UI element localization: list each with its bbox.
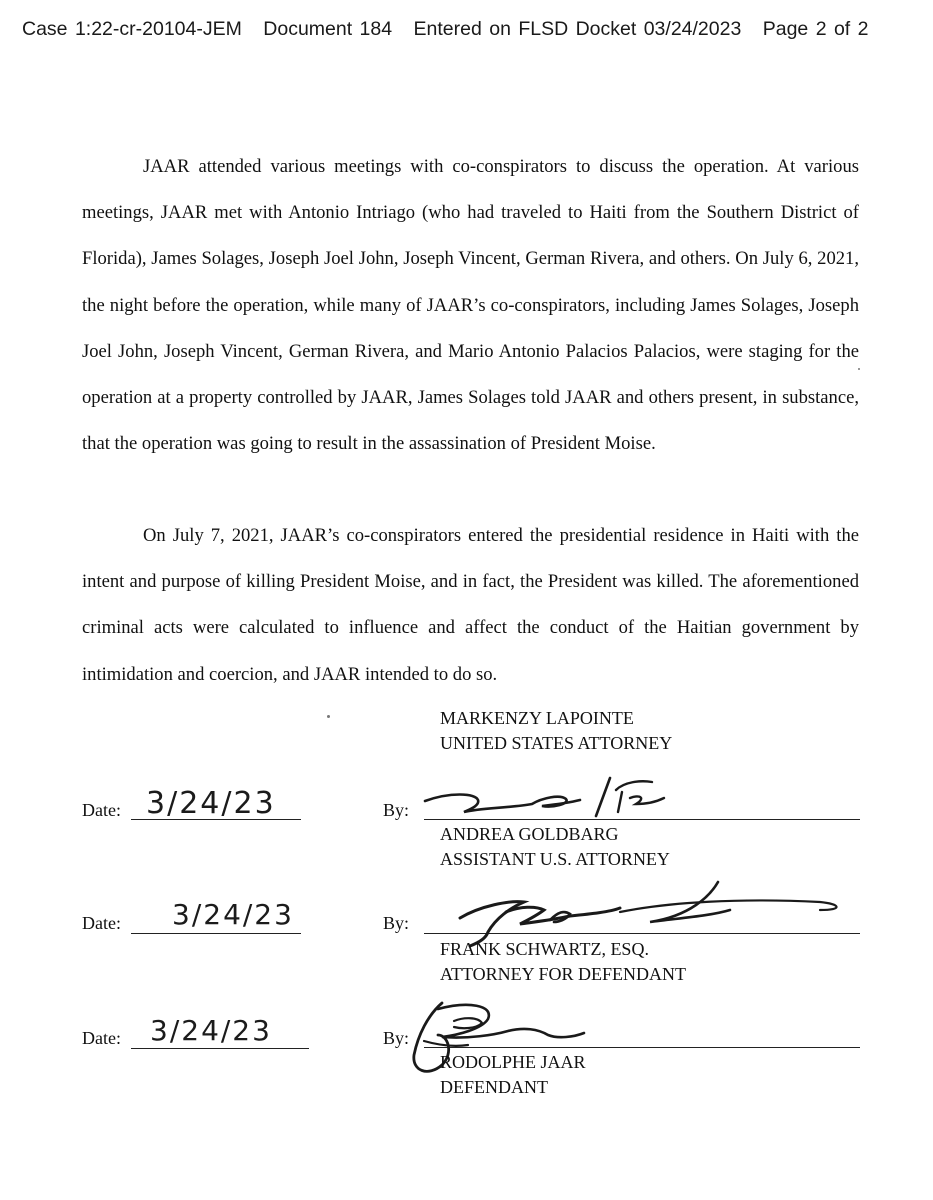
body-paragraph-1-block	[82, 144, 859, 467]
scan-speck	[327, 715, 330, 718]
handwritten-date: 3/24/23	[150, 1014, 272, 1047]
signer-title: ASSISTANT U.S. ATTORNEY	[440, 849, 670, 869]
case-number: Case 1:22-cr-20104-JEM	[22, 18, 242, 40]
date-label: Date:	[82, 913, 121, 933]
docket-entry: Entered on FLSD Docket 03/24/2023	[413, 18, 742, 40]
by-label: By:	[383, 800, 410, 820]
signer-name: ANDREA GOLDBARG	[440, 824, 619, 844]
date-line	[131, 819, 301, 820]
date-line	[131, 933, 301, 934]
body-paragraph-1: JAAR attended various meetings with co-conspirators to discuss the operation. At various meetings, JAAR met with Antonio Intriago (who had traveled to Haiti from the Southern District of Florida), James Solages, Joseph Joel John, Joseph Vincent, German Rivera, and others. On July 6, 2021, the night before the operation, while many of JAAR’s co-conspirators, including James Solages, Joseph Joel John, Joseph Vincent, German Rivera, and Mario Antonio Palacios Palacios, were staging for the operation at a property controlled by JAAR, James Solages told JAAR and others present, in substance, that the operation was going to result in the assassination of President Moise.	[82, 156, 859, 455]
by-label: By:	[383, 1028, 410, 1048]
handwritten-signature	[420, 768, 680, 828]
body-paragraph-2-block	[82, 513, 859, 698]
handwritten-date: 3/24/23	[172, 898, 294, 931]
us-attorney-title: UNITED STATES ATTORNEY	[440, 733, 673, 753]
date-label: Date:	[82, 1028, 121, 1048]
date-label: Date:	[82, 800, 121, 820]
signer-block	[440, 1050, 586, 1100]
docket-header	[22, 18, 922, 41]
date-line	[131, 1048, 309, 1049]
signer-block	[440, 937, 686, 987]
scan-speck	[858, 368, 860, 370]
handwritten-date: 3/24/23	[146, 786, 276, 821]
body-paragraph-2: On July 7, 2021, JAAR’s co-conspirators entered the presidential residence in Haiti with the intent and purpose of killing President Moise, and in fact, the President was killed. The aforementioned criminal acts were calculated to influence and affect the conduct of the Haitian government by intimidation and coercion, and JAAR intended to do so.	[82, 525, 859, 685]
signer-title: DEFENDANT	[440, 1077, 548, 1097]
signer-name: RODOLPHE JAAR	[440, 1052, 586, 1072]
signer-name: FRANK SCHWARTZ, ESQ.	[440, 939, 649, 959]
signer-block	[440, 822, 670, 872]
document-number: Document 184	[263, 18, 393, 40]
us-attorney-name: MARKENZY LAPOINTE	[440, 708, 634, 728]
page-indicator: Page 2 of 2	[762, 18, 869, 40]
us-attorney-block	[440, 706, 672, 756]
by-label: By:	[383, 913, 410, 933]
signer-title: ATTORNEY FOR DEFENDANT	[440, 964, 687, 984]
